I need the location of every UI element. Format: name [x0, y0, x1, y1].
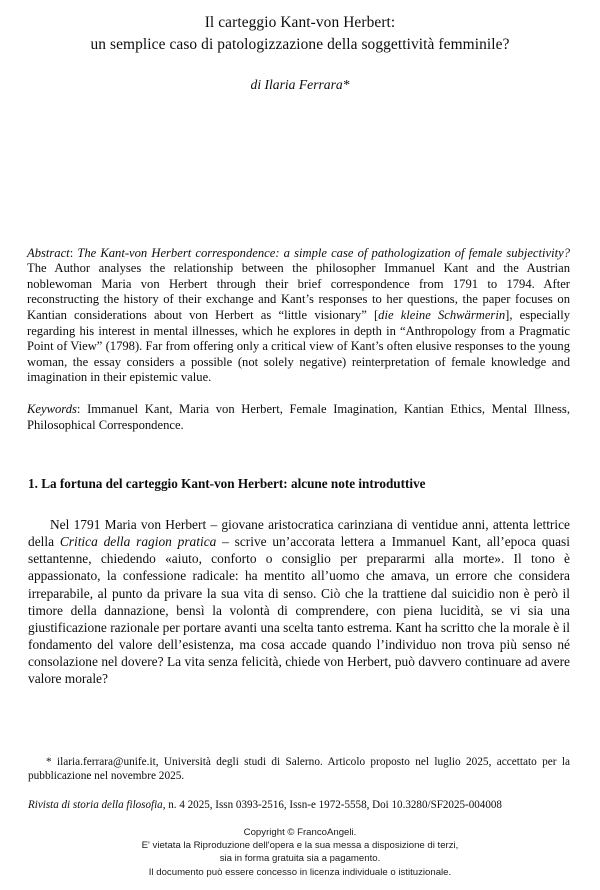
page-title-line-1: Il carteggio Kant-von Herbert: [204, 14, 396, 31]
body-part-2: – scrive un’accorata lettera a Immanuel Kant, all’epoca quasi settantenne, chiedendo «aiuto, conforto o consiglio per prepararmi alla morte». Il tono è appassionato, la confessione radicale: ha mentito all’uomo che amava, un errore che considera irreparabile, al punto da privare la sua vita di senso. Ciò che la trattiene dal suicidio non è però il timore della dannazione, bensì la volontà di comprendere, con piena lucidità, se vi sia una giustificazione razionale per portare avanti una scelta tanto estrema. Kant ha scritto che la morale è il fondamento del valore dell’esistenza, ma cosa accade quando l’individuo non trova più senso né consolazione nel dovere? La vita senza felicità, chiede von Herbert, può davvero continuare ad avere valore morale? [28, 534, 570, 687]
abstract-body-part-1: The Author analyses the relationship between the philosopher Immanuel Kant and the Austrian noblewoman Maria von Herbert through their brief correspondence from 1791 to 1794. After reconstructing the history of their exchange and Kant’s responses to her questions, the paper focuses on Kantian considerations about von Herbert as “little visionary” [ [27, 261, 570, 322]
journal-name: Rivista di storia della filosofia [28, 798, 163, 811]
journal-citation [28, 798, 555, 812]
keywords-label-separator: : [76, 401, 88, 416]
abstract-german-phrase: die kleine Schwärmerin [378, 307, 506, 322]
abstract-english-title: The Kant-von Herbert correspondence: a simple case of pathologization of female subjectivity? [77, 245, 570, 260]
footnote-text: * ilaria.ferrara@unife.it, Università degli studi di Salerno. Articolo proposto nel luglio 2025, accettato per la pubblicazione nel novembre 2025. [28, 756, 570, 783]
section-heading: 1. La fortuna del carteggio Kant-von Herbert: alcune note introduttive [28, 476, 426, 491]
copyright-line-4: Il documento può essere concesso in licenza individuale o istituzionale. [148, 866, 452, 878]
body-paragraph [28, 516, 570, 688]
abstract-body-part-2: ], especially regarding his interest in mental illnesses, which he explores in depth in “Anthropology from a Pragmatic Point of View” (1798). Far from offering only a critical view of Kant’s often elusive responses to the young woman, the essay considers a possible (not solely negative) reinterpretation of female knowledge and imagination in their epistemic value. [27, 307, 570, 385]
keywords-label: Keywords [27, 401, 77, 416]
copyright-line-3: sia in forma gratuita sia a pagamento. [219, 853, 381, 865]
abstract-section [27, 233, 570, 446]
body-section [28, 516, 570, 688]
body-italic-work-title: Critica della ragion pratica [59, 534, 217, 550]
keywords-list: Immanuel Kant, Maria von Herbert, Female Imagination, Kantian Ethics, Mental Illness, Philosophical Correspondence. [27, 401, 570, 432]
abstract-label: Abstract [27, 245, 70, 260]
title-block [0, 0, 600, 93]
abstract-paragraph [27, 246, 570, 386]
journal-details: , n. 4 2025, Issn 0393-2516, Issn-e 1972-5558, Doi 10.3280/SF2025-004008 [162, 798, 502, 811]
copyright-line-1: Copyright © FrancoAngeli. [243, 827, 357, 838]
page-title-line-2: un semplice caso di patologizzazione della soggettività femminile? [90, 36, 510, 53]
copyright-footer [0, 826, 600, 879]
body-part-1: Nel 1791 Maria von Herbert – giovane aristocratica carinziana di ventidue anni, attenta lettrice della [28, 517, 570, 550]
author-byline: di Ilaria Ferrara* [250, 77, 350, 92]
keywords-paragraph [27, 402, 570, 433]
abstract-label-separator: : [69, 245, 78, 260]
copyright-line-2: E' vietata la Riproduzione dell'opera e la sua messa a disposizione di terzi, [141, 840, 459, 852]
footnote-section [28, 755, 570, 783]
